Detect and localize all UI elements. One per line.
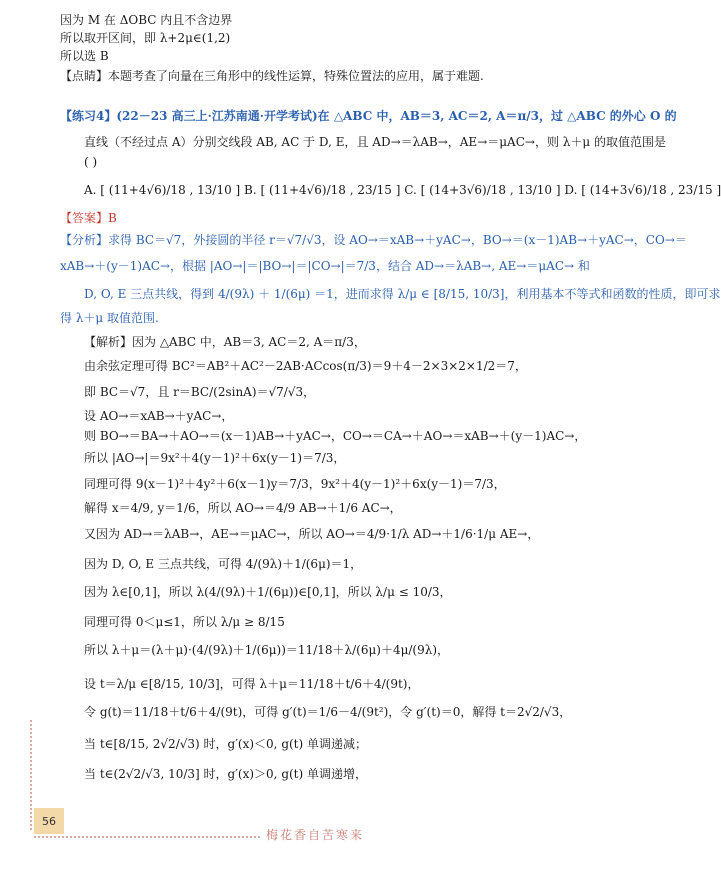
analysis-line-1: 【分析】求得 BC＝√7，外接圆的半径 r＝√7/√3，设 AO→＝xAB→＋yAC→，BO→＝(x－1)AB→＋yAC→，CO→＝: [60, 233, 687, 247]
solution-line-11: 因为 λ∈[0,1]，所以 λ(4/(9λ)＋1/(6μ))∈[0,1]，所以 λ/μ ≤ 10/3，: [84, 585, 452, 599]
footer-motto: 梅花香自苦寒来: [266, 828, 365, 842]
solution-line-8: 解得 x＝4/9, y＝1/6，所以 AO→＝4/9 AB→＋1/6 AC→，: [84, 501, 402, 515]
page-number: 56: [34, 808, 64, 834]
text-line-1: 因为 M 在 ΔOBC 内且不含边界: [60, 13, 233, 27]
solution-line-5: 则 BO→＝BA→＋AO→＝(x－1)AB→＋yAC→，CO→＝CA→＋AO→＝xAB→＋(y－1)AC→，: [84, 429, 587, 443]
exercise-title: 【练习4】(22－23 高三上·江苏南通·开学考试)在 △ABC 中，AB＝3, AC＝2, A＝π/3，过 △ABC 的外心 O 的: [60, 109, 677, 123]
solution-line-9: 又因为 AD→＝λAB→，AE→＝μAC→，所以 AO→＝4/9·1/λ AD→＋1/6·1/μ AE→，: [84, 527, 540, 541]
footer-divider: [34, 836, 260, 838]
exercise-line-2: 直线（不经过点 A）分别交线段 AB, AC 于 D, E，且 AD→＝λAB→，AE→＝μAC→，则 λ＋μ 的取值范围是: [84, 135, 666, 149]
solution-line-10: 因为 D, O, E 三点共线，可得 4/(9λ)＋1/(6μ)＝1，: [84, 557, 363, 571]
solution-line-17: 当 t∈(2√2/√3, 10/3] 时，g′(x)＞0, g(t) 单调递增，: [84, 767, 367, 781]
answer-label: 【答案】B: [60, 211, 117, 225]
solution-line-2: 由余弦定理可得 BC²＝AB²＋AC²－2AB·ACcos(π/3)＝9＋4－2×3×2×1/2＝7，: [84, 359, 527, 373]
margin-decoration: [30, 720, 32, 830]
solution-line-3: 即 BC＝√7，且 r＝BC/(2sinA)＝√7/√3，: [84, 385, 316, 399]
solution-line-14: 设 t＝λ/μ ∈[8/15, 10/3]，可得 λ＋μ＝11/18＋t/6＋4/(9t)，: [84, 677, 420, 691]
solution-line-4: 设 AO→＝xAB→＋yAC→，: [84, 409, 234, 423]
solution-line-12: 同理可得 0＜μ≤1，所以 λ/μ ≥ 8/15: [84, 615, 285, 629]
solution-line-13: 所以 λ＋μ＝(λ＋μ)·(4/(9λ)＋1/(6μ))＝11/18＋λ/(6μ)＋4μ/(9λ)，: [84, 643, 450, 657]
text-line-3: 所以选 B: [60, 49, 109, 63]
analysis-line-3: D, O, E 三点共线，得到 4/(9λ) ＋ 1/(6μ) ＝1，进而求得 λ/μ ∈ [8/15, 10/3]，利用基本不等式和函数的性质，即可求: [84, 287, 721, 301]
solution-line-1: 【解析】因为 △ABC 中，AB＝3, AC＝2, A＝π/3，: [84, 335, 366, 349]
text-line-2: 所以取开区间，即 λ+2μ∈(1,2): [60, 31, 231, 45]
solution-line-16: 当 t∈[8/15, 2√2/√3) 时，g′(x)＜0, g(t) 单调递减；: [84, 737, 367, 751]
solution-line-7: 同理可得 9(x－1)²＋4y²＋6(x－1)y＝7/3，9x²＋4(y－1)²＋6x(y－1)＝7/3，: [84, 477, 506, 491]
solution-line-6: 所以 |AO→|＝9x²＋4(y－1)²＋6x(y－1)＝7/3，: [84, 451, 346, 465]
answer-choice-placeholder: ( ): [84, 155, 98, 169]
analysis-line-4: 得 λ＋μ 取值范围.: [60, 311, 159, 325]
choices-line: A. [ (11+4√6)/18 , 13/10 ] B. [ (11+4√6)/18 , 23/15 ] C. [ (14+3√6)/18 , 13/10 ] D. [ (14+3√6)/18 , 23/15 ]: [84, 183, 721, 197]
analysis-line-2: xAB→＋(y－1)AC→，根据 |AO→|＝|BO→|＝|CO→|＝7/3，结合 AD→＝λAB→, AE→＝μAC→ 和: [60, 259, 590, 273]
remark-line: 【点睛】本题考查了向量在三角形中的线性运算，特殊位置法的应用，属于难题.: [60, 69, 484, 83]
solution-line-15: 令 g(t)＝11/18＋t/6＋4/(9t)，可得 g′(t)＝1/6－4/(9t²)，令 g′(t)＝0，解得 t＝2√2/√3，: [84, 705, 572, 719]
